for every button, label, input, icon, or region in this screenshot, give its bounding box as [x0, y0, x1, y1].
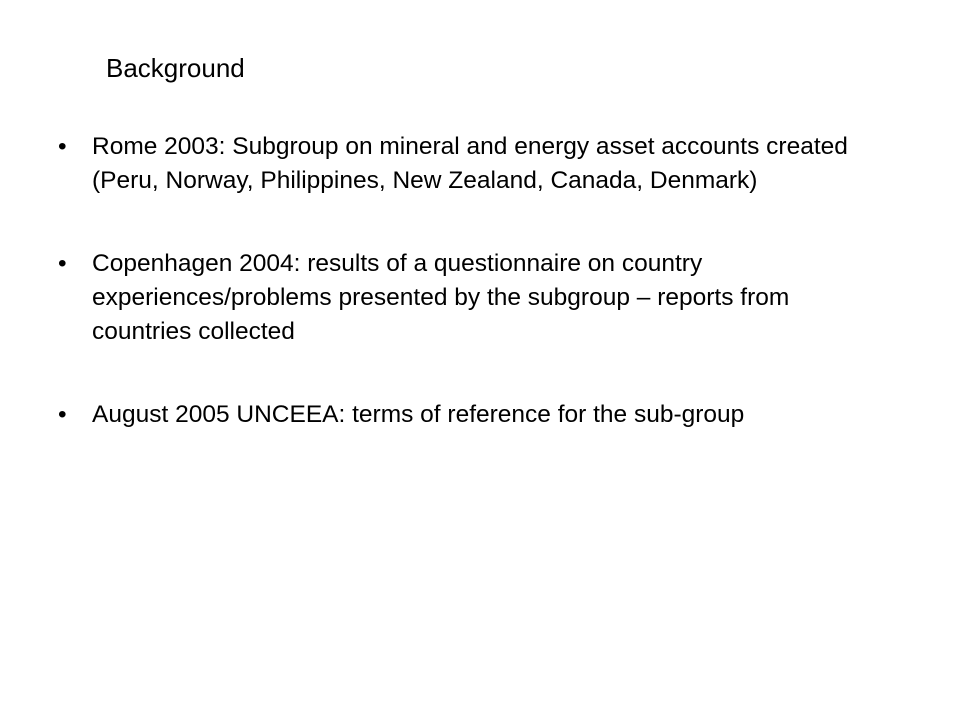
bullet-icon: • — [58, 133, 67, 160]
bullet-text: Copenhagen 2004: results of a questionnaire on country experiences/problems presented by the subgroup – reports from countries collected — [92, 250, 790, 345]
bullet-icon: • — [58, 250, 67, 277]
slide-title: Background — [106, 53, 245, 83]
bullet-text: August 2005 UNCEEA: terms of reference for the sub-group — [92, 401, 745, 428]
bullet-item-august-2005 — [58, 398, 878, 432]
bullet-icon: • — [58, 401, 67, 428]
bullet-list — [58, 130, 878, 432]
bullet-text: Rome 2003: Subgroup on mineral and energy asset accounts created (Peru, Norway, Philippines, New Zealand, Canada, Denmark) — [92, 133, 848, 194]
bullet-item-rome-2003 — [58, 130, 878, 198]
bullet-item-copenhagen-2004 — [58, 247, 878, 349]
